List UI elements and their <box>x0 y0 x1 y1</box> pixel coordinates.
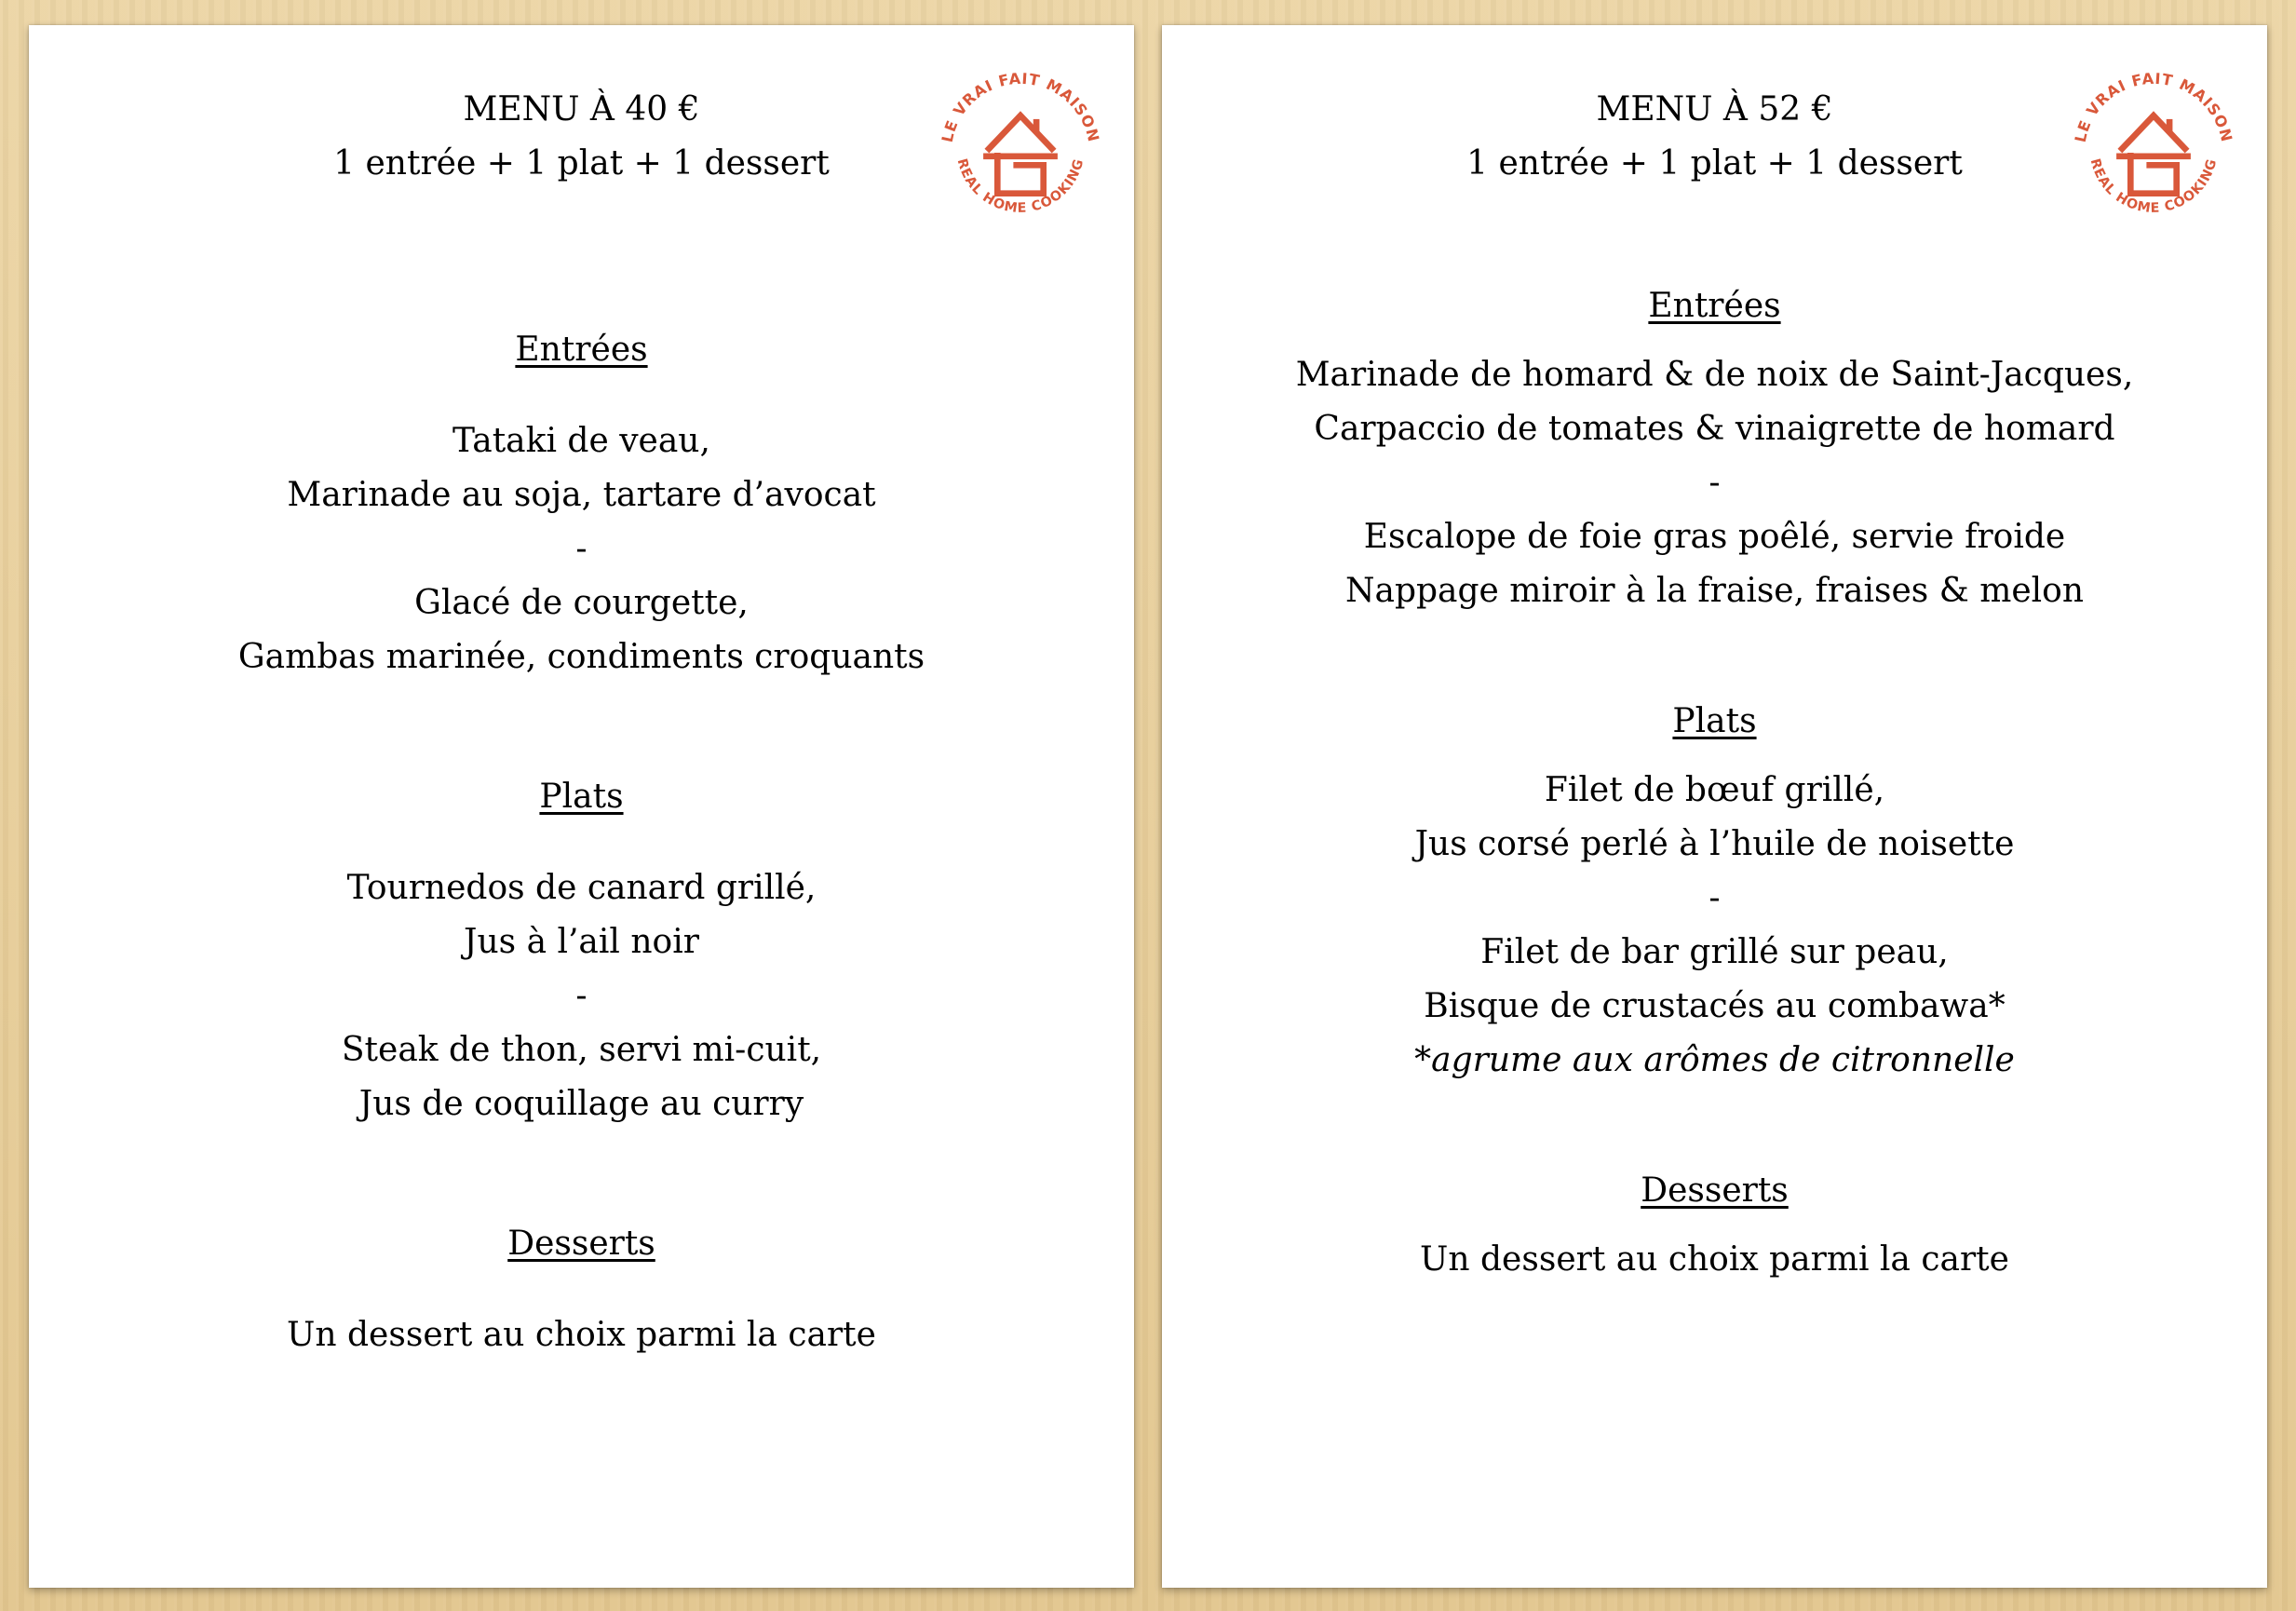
section-heading-desserts: Desserts <box>1641 1171 1789 1210</box>
dish-line: Tournedos de canard grillé, <box>346 869 817 907</box>
dish-line: Gambas marinée, condiments croquants <box>237 638 925 676</box>
dessert-line: Un dessert au choix parmi la carte <box>287 1316 876 1354</box>
dish-line: Escalope de foie gras poêlé, servie froide <box>1363 518 2066 556</box>
dish-line: Nappage miroir à la fraise, fraises & melon <box>1344 572 2085 610</box>
dish-line: Bisque de crustacés au combawa* <box>1424 987 2006 1025</box>
menu-subtitle: 1 entrée + 1 plat + 1 dessert <box>333 144 830 183</box>
dessert-line: Un dessert au choix parmi la carte <box>1420 1240 2009 1279</box>
dish-line: Steak de thon, servi mi-cuit, <box>341 1031 822 1069</box>
menu-content <box>1162 83 2267 1287</box>
dish-separator: - <box>575 530 588 568</box>
menu-page-52 <box>1162 25 2267 1588</box>
entrees-list <box>29 414 1134 684</box>
menu-title: MENU À 52 € <box>1596 90 1833 129</box>
plats-list <box>29 861 1134 1131</box>
dish-separator: - <box>1708 879 1721 917</box>
dish-line: Carpaccio de tomates & vinaigrette de homard <box>1314 410 2115 448</box>
menu-content <box>29 83 1134 1362</box>
menu-subtitle: 1 entrée + 1 plat + 1 dessert <box>1466 144 1963 183</box>
section-heading-desserts: Desserts <box>507 1225 655 1263</box>
dish-line: Glacé de courgette, <box>414 584 749 622</box>
svg-text:REAL HOME COOKING: REAL HOME COOKING <box>953 156 1087 217</box>
menu-title: MENU À 40 € <box>463 90 700 129</box>
dish-line: Jus corsé perlé à l’huile de noisette <box>1414 825 2015 863</box>
section-heading-entrees: Entrées <box>1648 287 1781 325</box>
entrees-list <box>1162 348 2267 618</box>
svg-text:REAL HOME COOKING: REAL HOME COOKING <box>2087 156 2221 217</box>
dish-line: Tataki de veau, <box>452 422 710 460</box>
dish-line: Filet de bœuf grillé, <box>1544 771 1885 809</box>
dish-line: Filet de bar grillé sur peau, <box>1480 933 1949 971</box>
svg-text:LE VRAI FAIT MAISON: LE VRAI FAIT MAISON <box>938 69 1103 144</box>
dish-separator: - <box>575 977 588 1015</box>
plats-list <box>1162 764 2267 1088</box>
section-heading-plats: Plats <box>539 778 624 816</box>
dish-line: Marinade au soja, tartare d’avocat <box>287 476 876 514</box>
section-heading-plats: Plats <box>1672 702 1757 740</box>
dish-line: Jus de coquillage au curry <box>358 1085 804 1123</box>
dish-line: Marinade de homard & de noix de Saint-Jacques, <box>1295 356 2134 394</box>
footnote: *agrume aux arômes de citronnelle <box>1414 1041 2015 1079</box>
dish-line: Jus à l’ail noir <box>464 923 699 961</box>
dish-separator: - <box>1708 464 1721 502</box>
svg-text:LE VRAI FAIT MAISON: LE VRAI FAIT MAISON <box>2071 69 2236 144</box>
menu-page-40 <box>29 25 1134 1588</box>
section-heading-entrees: Entrées <box>515 331 648 369</box>
